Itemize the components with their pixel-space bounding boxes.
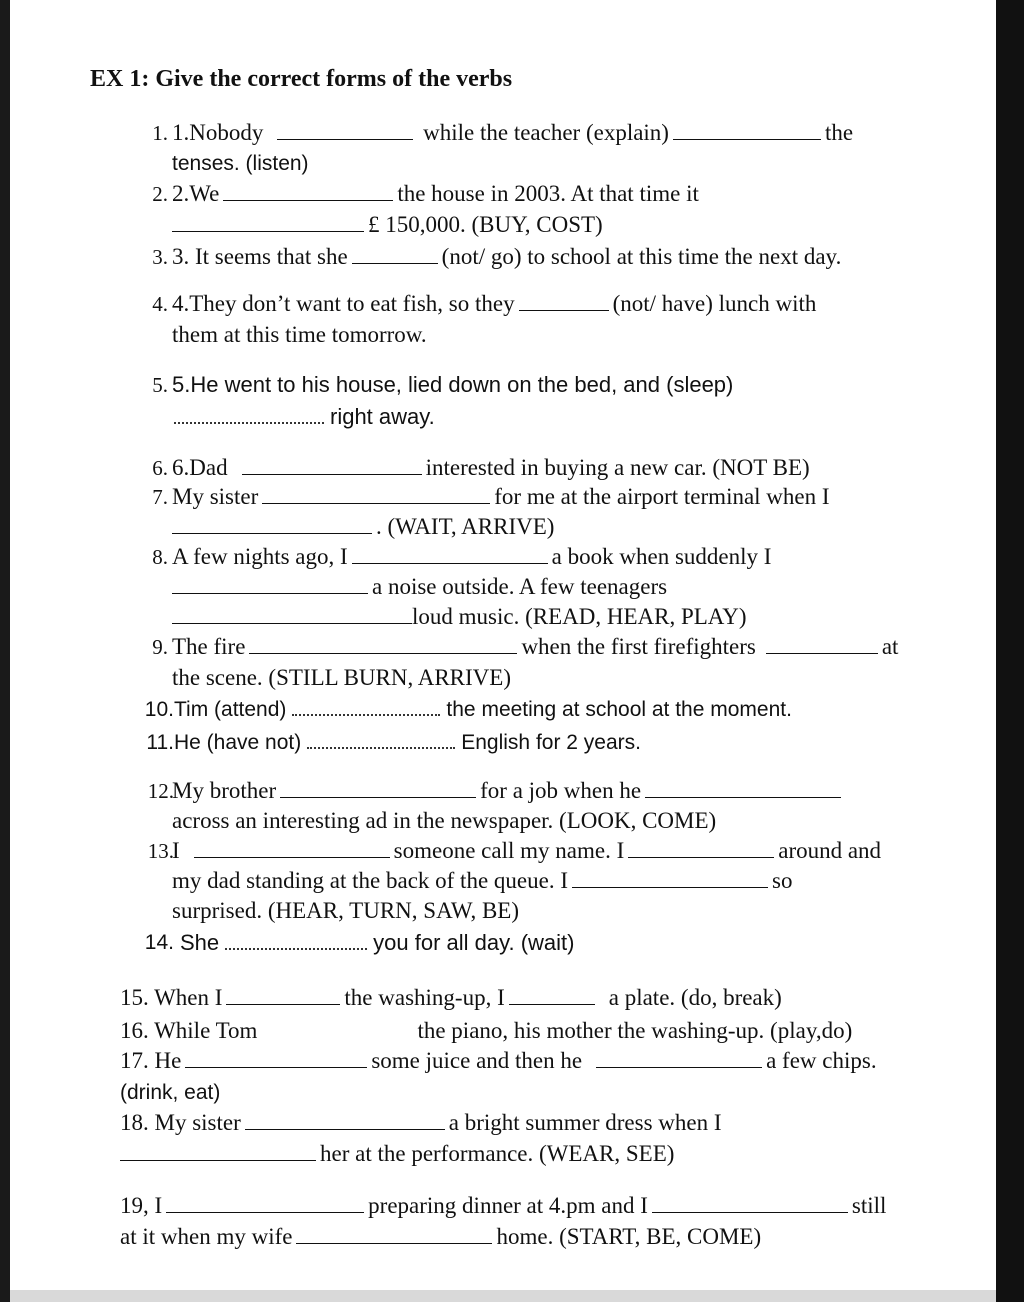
page-bottom-bar xyxy=(10,1290,996,1302)
item-18-line-1: 18. My sister a bright summer dress when I xyxy=(120,1110,722,1135)
window-edge xyxy=(996,0,1024,1302)
item-1-line-2: tenses. (listen) xyxy=(172,152,309,175)
item-9-line-2: the scene. (STILL BURN, ARRIVE) xyxy=(172,665,511,690)
item-18-line-2: her at the performance. (WEAR, SEE) xyxy=(120,1139,674,1169)
item-4-line-1: 4.They don’t want to eat fish, so they (not/ have) lunch with xyxy=(172,291,817,316)
item-13-line-3: surprised. (HEAR, TURN, SAW, BE) xyxy=(172,898,519,923)
item-3-line-1: 3. It seems that she (not/ go) to school at this time the next day. xyxy=(172,244,842,269)
item-15-line-1: 15. When I the washing-up, I a plate. (do, break) xyxy=(120,985,782,1010)
item-4-line-2: them at this time tomorrow. xyxy=(172,322,427,347)
item-13-line-1: I someone call my name. I around and xyxy=(172,838,882,863)
worksheet-page xyxy=(10,0,996,1302)
item-13-line-2: my dad standing at the back of the queue. I so xyxy=(172,868,793,893)
item-19-line-2: at it when my wife home. (START, BE, COME) xyxy=(120,1224,762,1249)
item-number: 6. xyxy=(152,456,168,480)
item-number: 11. xyxy=(146,731,174,754)
item-number: 13. xyxy=(147,839,174,863)
item-number: 7. xyxy=(152,485,168,509)
item-5-line-1: 5.He went to his house, lied down on the bed, and (sleep) xyxy=(172,372,734,397)
item-number: 14. xyxy=(144,931,174,954)
item-8-line-3: loud music. (READ, HEAR, PLAY) xyxy=(172,602,747,632)
item-9-line-1: The fire when the first firefighters at xyxy=(172,634,899,659)
item-1-line-1: 1.Nobody while the teacher (explain) the xyxy=(172,120,854,145)
item-17-line-1: 17. He some juice and then he a few chips. xyxy=(120,1048,877,1073)
item-12-line-2: across an interesting ad in the newspaper. (LOOK, COME) xyxy=(172,808,717,833)
item-number: 3. xyxy=(152,245,168,269)
item-2-line-2: £ 150,000. (BUY, COST) xyxy=(172,210,603,240)
item-10-line-1: Tim (attend) the meeting at school at the moment. xyxy=(174,698,792,721)
item-number: 12. xyxy=(147,779,174,803)
item-number: 8. xyxy=(152,545,168,569)
item-19-line-1: 19, I preparing dinner at 4.pm and I still xyxy=(120,1193,887,1218)
item-5-line-2: right away. xyxy=(172,402,435,432)
item-number: 1. xyxy=(152,121,168,145)
item-6-line-1: 6.Dad interested in buying a new car. (NOT BE) xyxy=(172,455,810,480)
item-number: 9. xyxy=(152,635,168,659)
item-number: 4. xyxy=(152,292,168,316)
item-7-line-2: . (WAIT, ARRIVE) xyxy=(172,512,554,542)
item-11-line-1: He (have not) English for 2 years. xyxy=(174,731,641,754)
item-14-line-1: She you for all day. (wait) xyxy=(180,930,575,955)
item-number: 2. xyxy=(152,182,168,206)
item-8-line-1: A few nights ago, I a book when suddenly I xyxy=(172,544,772,569)
item-8-line-2: a noise outside. A few teenagers xyxy=(172,572,667,602)
item-2-line-1: 2.We the house in 2003. At that time it xyxy=(172,181,699,206)
item-16-line-1: 16. While Tom the piano, his mother the washing-up. (play,do) xyxy=(120,1018,853,1043)
item-17-line-2: (drink, eat) xyxy=(120,1081,221,1104)
exercise-title: EX 1: Give the correct forms of the verbs xyxy=(90,66,513,92)
item-number: 5. xyxy=(152,373,168,397)
item-7-line-1: My sister for me at the airport terminal when I xyxy=(172,484,830,509)
item-number: 10. xyxy=(144,698,174,721)
item-12-line-1: My brother for a job when he xyxy=(172,776,845,806)
